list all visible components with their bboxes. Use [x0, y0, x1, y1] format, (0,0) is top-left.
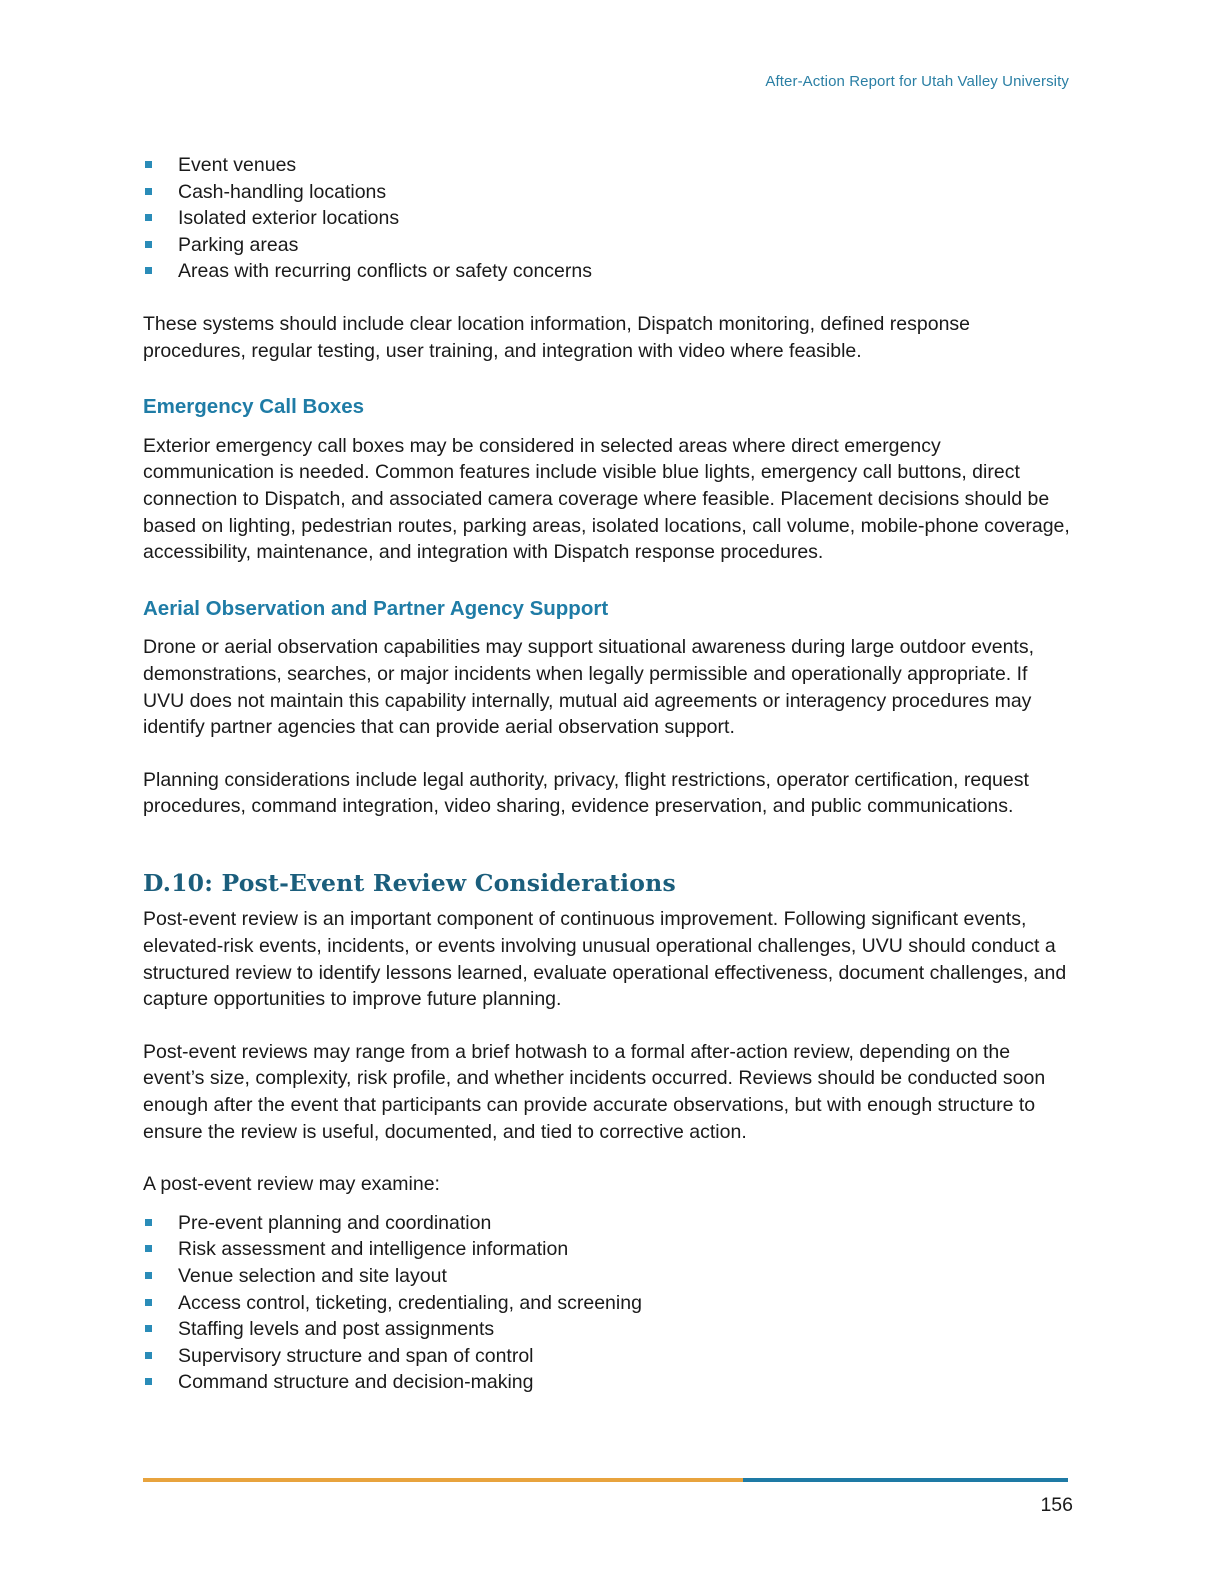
square-bullet-icon — [145, 214, 152, 221]
footer-divider-blue-segment — [743, 1478, 1068, 1482]
intro-paragraph: These systems should include clear location information, Dispatch monitoring, defined response procedures, regular testing, user training, and integration with video where feasible. — [143, 312, 971, 362]
list-item — [143, 1343, 1073, 1370]
list-item-text: Venue selection and site layout — [178, 1265, 447, 1287]
square-bullet-icon — [145, 1352, 152, 1359]
list-item — [143, 1290, 1073, 1317]
square-bullet-icon — [145, 241, 152, 248]
list-item — [143, 1316, 1073, 1343]
list-item-text: Event venues — [178, 154, 297, 176]
list-item-text: Areas with recurring conflicts or safety concerns — [178, 260, 592, 283]
list-item-text: Cash-handling locations — [178, 180, 387, 203]
aerial-paragraph-2: Planning considerations include legal authority, privacy, flight restrictions, operator certification, request procedures, command integration, video sharing, evidence preservation, and public communications. — [143, 768, 1029, 818]
page-body — [143, 152, 1073, 1396]
list-item — [143, 205, 1073, 232]
square-bullet-icon — [145, 267, 152, 274]
review-bullet-list — [143, 1210, 1073, 1396]
review-paragraph-1: Post-event review is an important component of continuous improvement. Following significant events, elevated-risk events, incidents, or events involving unusual operational challenges, UVU should conduct a structured review to identify lessons learned, evaluate operational effectiveness, document challenges, and capture opportunities to improve future planning. — [143, 908, 1067, 1011]
list-item — [143, 232, 1073, 259]
running-header: After-Action Report for Utah Valley University — [765, 73, 1069, 90]
square-bullet-icon — [145, 1325, 152, 1332]
list-item-text: Risk assessment and intelligence information — [178, 1238, 569, 1261]
list-item-text: Command structure and decision-making — [178, 1371, 534, 1394]
list-item — [143, 258, 1073, 285]
intro-bullet-list — [143, 152, 1073, 285]
list-item-text: Staffing levels and post assignments — [178, 1318, 495, 1341]
square-bullet-icon — [145, 1299, 152, 1306]
list-item-text: Isolated exterior locations — [178, 207, 400, 230]
section-title: D.10: Post-Event Review Considerations — [143, 868, 676, 897]
list-item — [143, 1263, 1073, 1290]
list-item — [143, 1210, 1073, 1237]
square-bullet-icon — [145, 1245, 152, 1252]
page-number: 156 — [1040, 1494, 1073, 1516]
call-boxes-heading: Emergency Call Boxes — [143, 395, 365, 419]
footer-divider-gold-segment — [143, 1478, 743, 1482]
square-bullet-icon — [145, 188, 152, 195]
list-item — [143, 1369, 1073, 1396]
list-item — [143, 179, 1073, 206]
square-bullet-icon — [145, 1378, 152, 1385]
list-item-text: Access control, ticketing, credentialing, and screening — [178, 1291, 642, 1314]
footer-divider — [143, 1478, 1068, 1482]
list-item-text: Pre-event planning and coordination — [178, 1211, 492, 1234]
call-boxes-paragraph: Exterior emergency call boxes may be considered in selected areas where direct emergency communication is needed. Common features include visible blue lights, emergency call buttons, direct connection to Dispatch, and associated camera coverage where feasible. Placement decisions should be based on lighting, pedestrian routes, parking areas, isolated locations, call volume, mobile-phone coverage, accessibility, maintenance, and integration with Dispatch response procedures. — [143, 434, 1070, 564]
list-item-text: Supervisory structure and span of control — [178, 1344, 534, 1367]
square-bullet-icon — [145, 1272, 152, 1279]
list-item-text: Parking areas — [178, 233, 299, 256]
square-bullet-icon — [145, 1219, 152, 1226]
aerial-heading: Aerial Observation and Partner Agency Support — [143, 596, 609, 620]
review-paragraph-2: Post-event reviews may range from a brief hotwash to a formal after-action review, depending on the event’s size, complexity, risk profile, and whether incidents occurred. Reviews should be conducted soon enough after the event that participants can provide accurate observations, but with enough structure to ensure the review is useful, documented, and tied to corrective action. — [143, 1040, 1046, 1143]
list-item — [143, 1236, 1073, 1263]
review-list-intro: A post-event review may examine: — [143, 1173, 440, 1196]
aerial-paragraph-1: Drone or aerial observation capabilities may support situational awareness during large outdoor events, demonstrations, searches, or major incidents when legally permissible and operationally appropriate. If UVU does not maintain this capability internally, mutual aid agreements or interagency procedures may identify partner agencies that can provide aerial observation support. — [143, 636, 1035, 739]
square-bullet-icon — [145, 161, 152, 168]
list-item — [143, 152, 1073, 179]
